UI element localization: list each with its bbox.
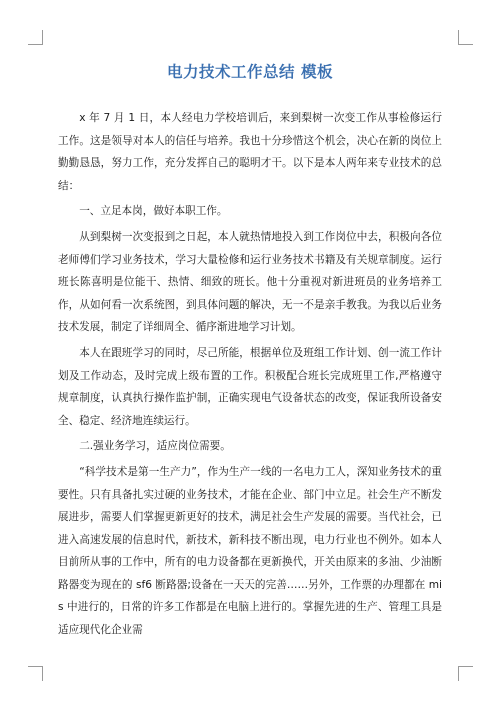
crop-mark-top-right [458,30,473,45]
paragraph-section1-a: 从到梨树一次变报到之日起，本人就热情地投入到工作岗位中去，积极向各位老师傅们学习业务技术，学习大量检修和运行业务技术书籍及有关规章制度。运行班长陈喜明是位能干、热情、细致的班长。他十分重视对新进班员的业务培养工作，从如何看一次系统图，到具体问题的解决，无一不是亲手教我。为我以后业务技术发展，制定了详细周全、循序渐进地学习计划。 [58,230,442,334]
crop-mark-bottom-right [458,666,473,681]
section-heading-2: 二.强业务学习，适应岗位需要。 [79,440,231,453]
crop-mark-top-left [28,30,43,45]
paragraph-section2-a: “科学技术是第一生产力”，作为生产一线的一名电力工人，深知业务技术的重要性。只有具备扎实过硬的业务技术，才能在企业、部门中立足。社会生产不断发展进步，需要人们掌握更新更好的技术，满足社会生产发展的需要。当代社会，已进入高速发展的信息时代，新技术，新科技不断出现，电力行业也不例外。如本人目前所从事的工作中，所有的电力设备都在更新换代，开关由原来的多油、少油断路器变为现在的 sf6 断路器;设备在一天天的完善……另外，工作票的办理都在 mis 中进行的，日常的许多工作都是在电脑上进行的。掌握先进的生产、管理工具是适应现代化企业需 [58,465,442,637]
paragraph-intro: x 年 7 月 1 日，本人经电力学校培训后，来到梨树一次变工作从事检修运行工作。这是领导对本人的信任与培养。我也十分珍惜这个机会，决心在新的岗位上勤勤恳恳，努力工作，充分发挥自己的聪明才干。以下是本人两年来专业技术的总结： [58,112,442,192]
document-title: 电力技术工作总结 模板 [167,63,333,81]
section-heading-1: 一、立足本岗，做好本职工作。 [79,205,228,218]
paragraph-section1-b: 本人在跟班学习的同时，尽己所能，根据单位及班组工作计划、创一流工作计划及工作动态，及时完成上级布置的工作。积极配合班长完成班里工作,严格遵守规章制度，认真执行操作监护制，正确实现电气设备状态的改变，保证我所设备安全、稳定、经济地连续运行。 [58,346,442,427]
crop-mark-bottom-left [28,666,43,681]
document-body [58,62,442,645]
